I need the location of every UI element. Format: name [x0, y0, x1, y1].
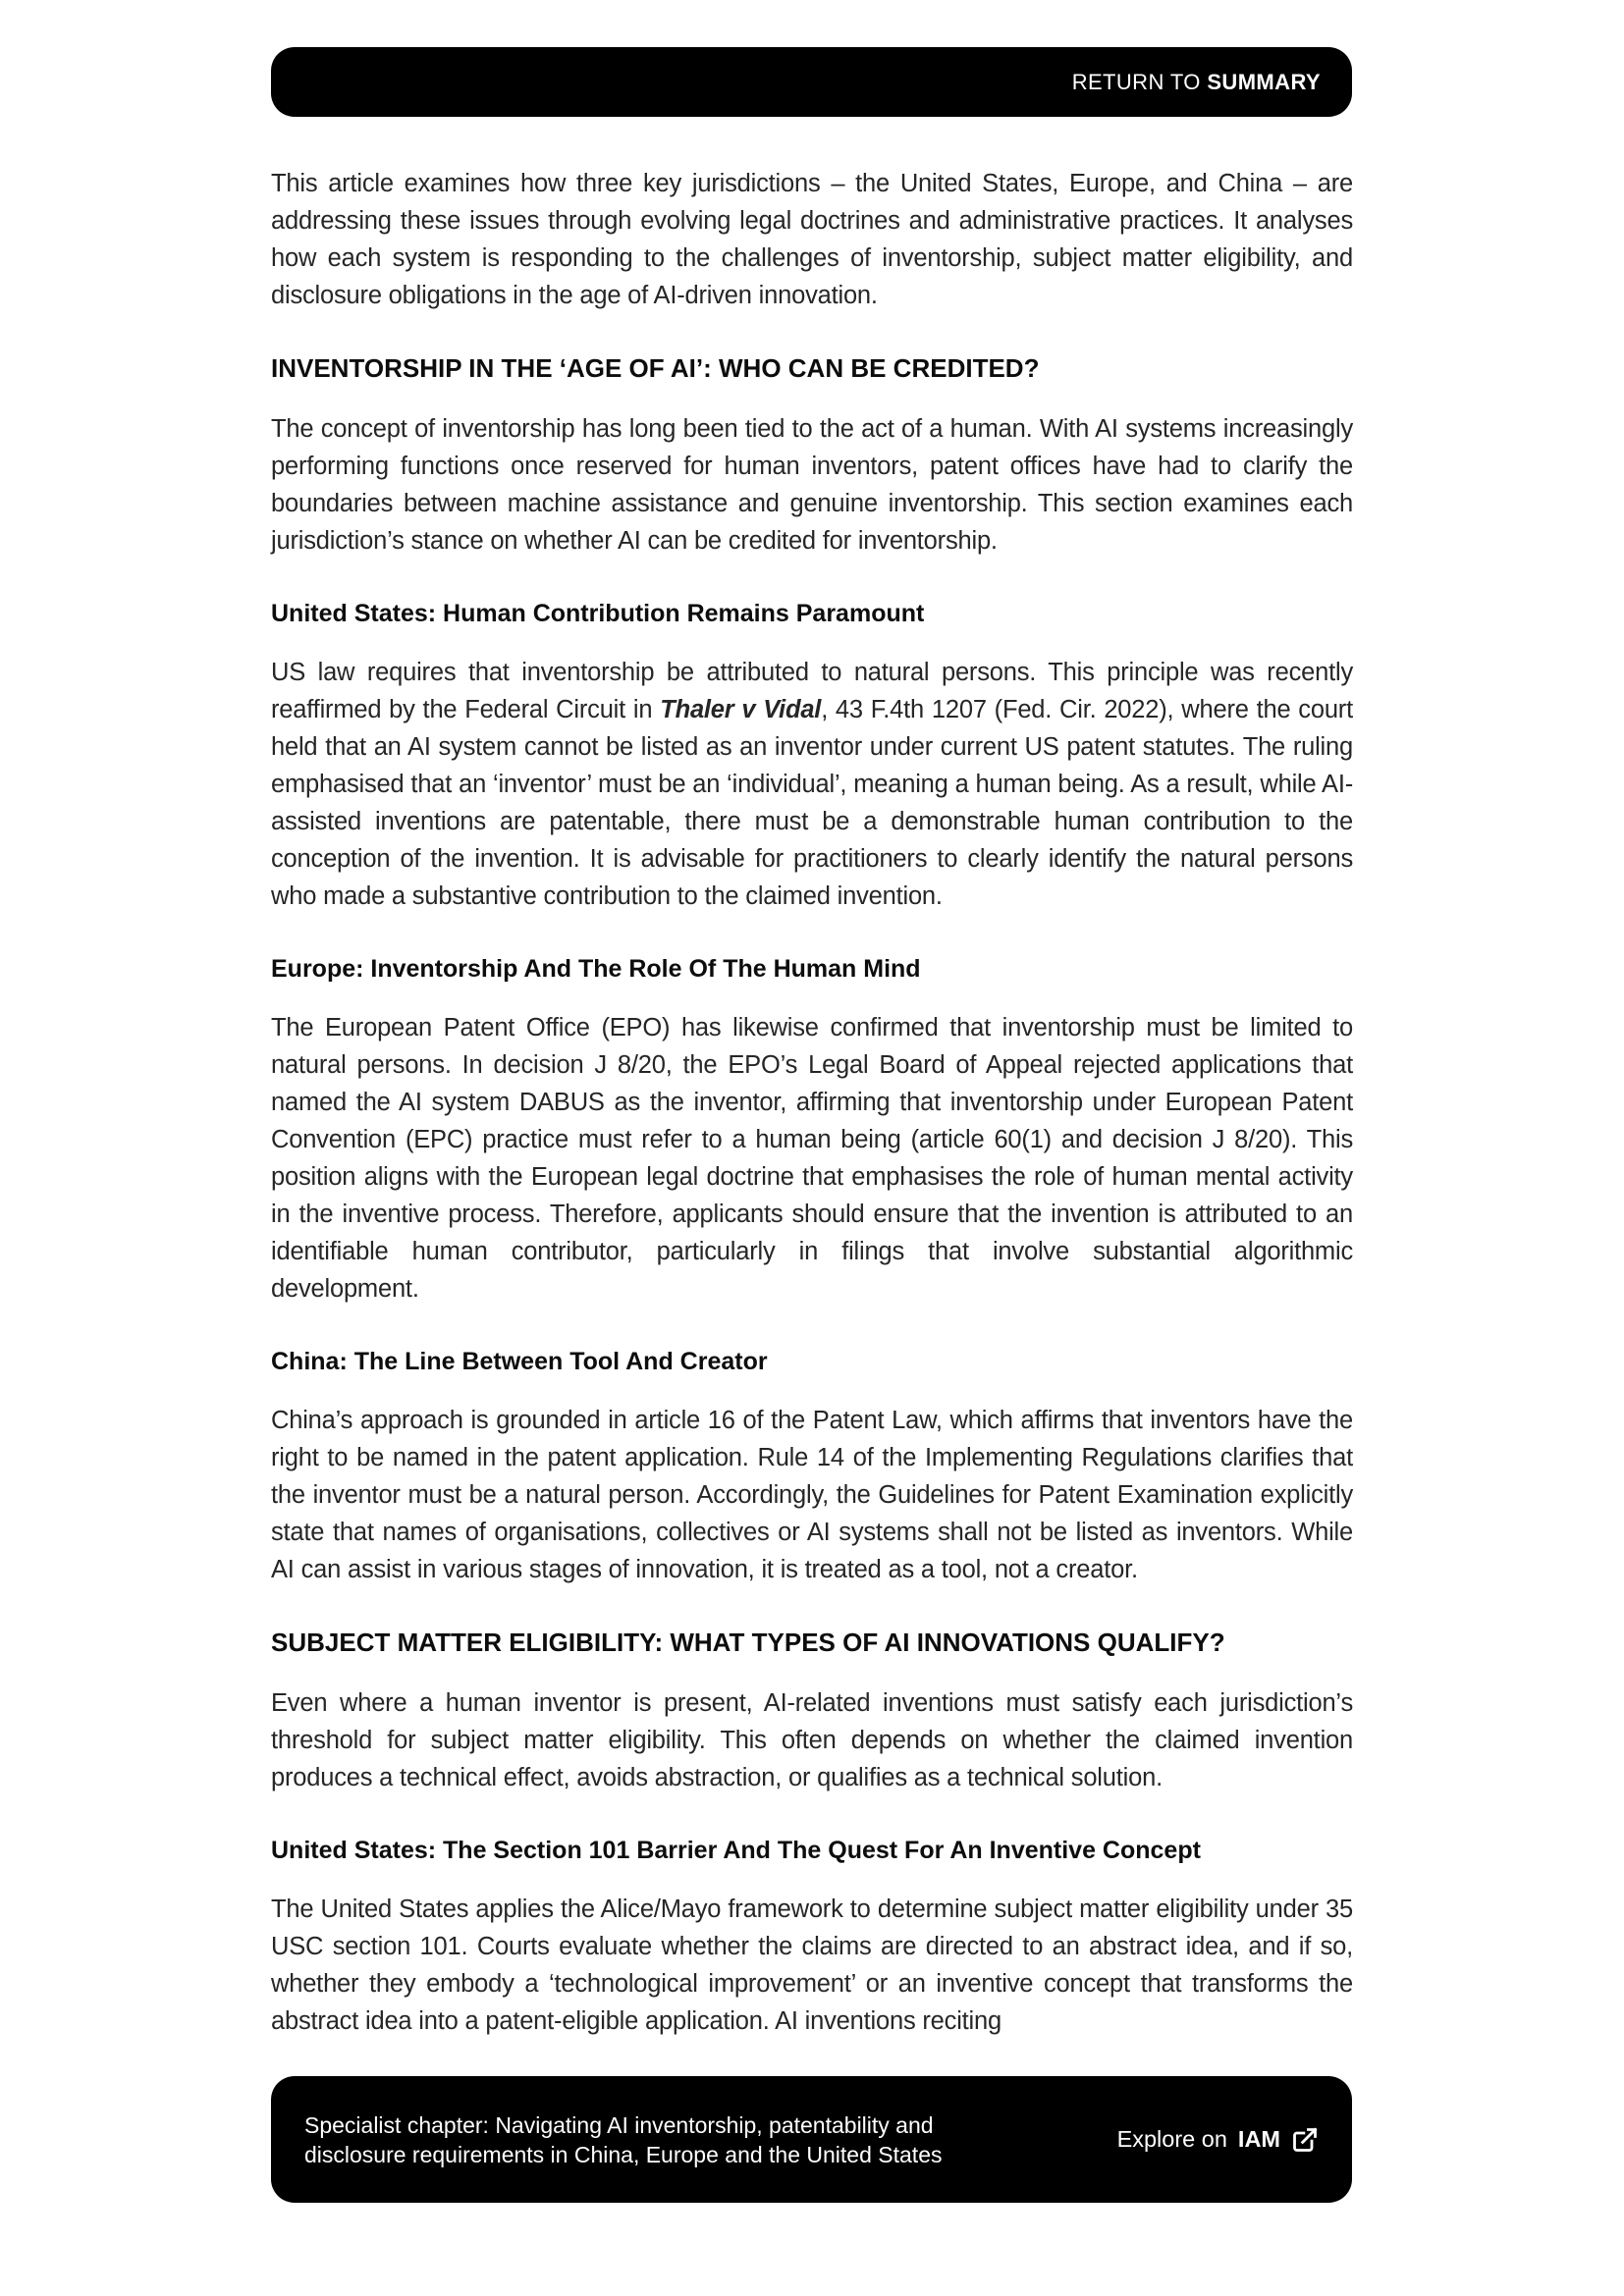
us-inventorship-paragraph [271, 654, 1353, 915]
iam-brand-label: IAM [1237, 2126, 1280, 2152]
return-to-label-regular: RETURN TO [1071, 69, 1201, 94]
subheading-us-section-101: United States: The Section 101 Barrier And The Quest For An Inventive Concept [271, 1837, 1201, 1864]
subject-matter-intro-paragraph: Even where a human inventor is present, AI-related inventions must satisfy each jurisdiction’s threshold for subject matter eligibility. This often depends on whether the claimed invention produces a technical effect, avoids abstraction, or qualifies as a technical solution. [271, 1689, 1353, 1791]
return-to-summary-button[interactable] [271, 47, 1352, 117]
inventorship-intro-paragraph: The concept of inventorship has long been tied to the act of a human. With AI systems increasingly performing functions once reserved for human inventors, patent offices have had to clarify the boundaries between machine assistance and genuine inventorship. This section examines each jurisdiction’s stance on whether AI can be credited for inventorship. [271, 415, 1353, 555]
footer-bar [271, 2076, 1352, 2203]
explore-on-iam-link[interactable] [1117, 2126, 1319, 2154]
chapter-title: Specialist chapter: Navigating AI inventorship, patentability and disclosure requirements in China, Europe and the United States [304, 2111, 943, 2167]
explore-on-label: Explore on [1116, 2126, 1227, 2152]
china-inventorship-paragraph: China’s approach is grounded in article 16 of the Patent Law, which affirms that inventors have the right to be named in the patent application. Rule 14 of the Implementing Regulations clarifies that the inventor must be a natural person. Accordingly, the Guidelines for Patent Examination explicitly state that names of organisations, collectives or AI systems shall not be listed as inventors. While AI can assist in various stages of innovation, it is treated as a tool, not a creator. [271, 1407, 1353, 1583]
subheading-europe-inventorship: Europe: Inventorship And The Role Of The Human Mind [271, 955, 921, 983]
article-body [271, 165, 1353, 2077]
us-section-101-paragraph: The United States applies the Alice/Mayo framework to determine subject matter eligibility under 35 USC section 101. Courts evaluate whether the claims are directed to an abstract idea, and if so, whether they embody a ‘technological improvement’ or an inventive concept that transforms the abstract idea into a patent-eligible application. AI inventions reciting [271, 1896, 1353, 2035]
us-inventorship-text-before: US law requires that inventorship be attributed to natural persons. This principle was recently reaffirmed by the Federal Circuit in [271, 659, 1353, 723]
section-heading-inventorship: INVENTORSHIP IN THE ‘AGE OF AI’: WHO CAN BE CREDITED? [271, 353, 1040, 383]
intro-paragraph: This article examines how three key jurisdictions – the United States, Europe, and China – are addressing these issues through evolving legal doctrines and administrative practices. It analyses how each system is responding to the challenges of inventorship, subject matter eligibility, and disclosure obligations in the age of AI-driven innovation. [271, 170, 1353, 309]
subheading-china-inventorship: China: The Line Between Tool And Creator [271, 1348, 768, 1375]
us-inventorship-text-after: , 43 F.4th 1207 (Fed. Cir. 2022), where the court held that an AI system cannot be listed as an inventor under current US patent statutes. The ruling emphasised that an ‘inventor’ must be an ‘individual’, meaning a human being. As a result, while AI-assisted inventions are patentable, there must be a demonstrable human contribution to the conception of the invention. It is advisable for practitioners to clearly identify the natural persons who made a substantive contribution to the claimed invention. [271, 696, 1353, 910]
return-to-summary-label [1072, 70, 1321, 95]
section-heading-subject-matter: SUBJECT MATTER ELIGIBILITY: WHAT TYPES OF AI INNOVATIONS QUALIFY? [271, 1628, 1225, 1657]
europe-inventorship-paragraph: The European Patent Office (EPO) has likewise confirmed that inventorship must be limited to natural persons. In decision J 8/20, the EPO’s Legal Board of Appeal rejected applications that named the AI system DABUS as the inventor, affirming that inventorship under European Patent Convention (EPC) practice must refer to a human being (article 60(1) and decision J 8/20). This position aligns with the European legal doctrine that emphasises the role of human mental activity in the inventive process. Therefore, applicants should ensure that the invention is attributed to an identifiable human contributor, particularly in filings that involve substantial algorithmic development. [271, 1014, 1353, 1303]
subheading-us-inventorship: United States: Human Contribution Remains Paramount [271, 600, 925, 627]
external-link-icon [1291, 2126, 1319, 2154]
case-citation-thaler-v-vidal: Thaler v Vidal [660, 696, 822, 723]
return-to-label-bold: SUMMARY [1207, 69, 1321, 94]
